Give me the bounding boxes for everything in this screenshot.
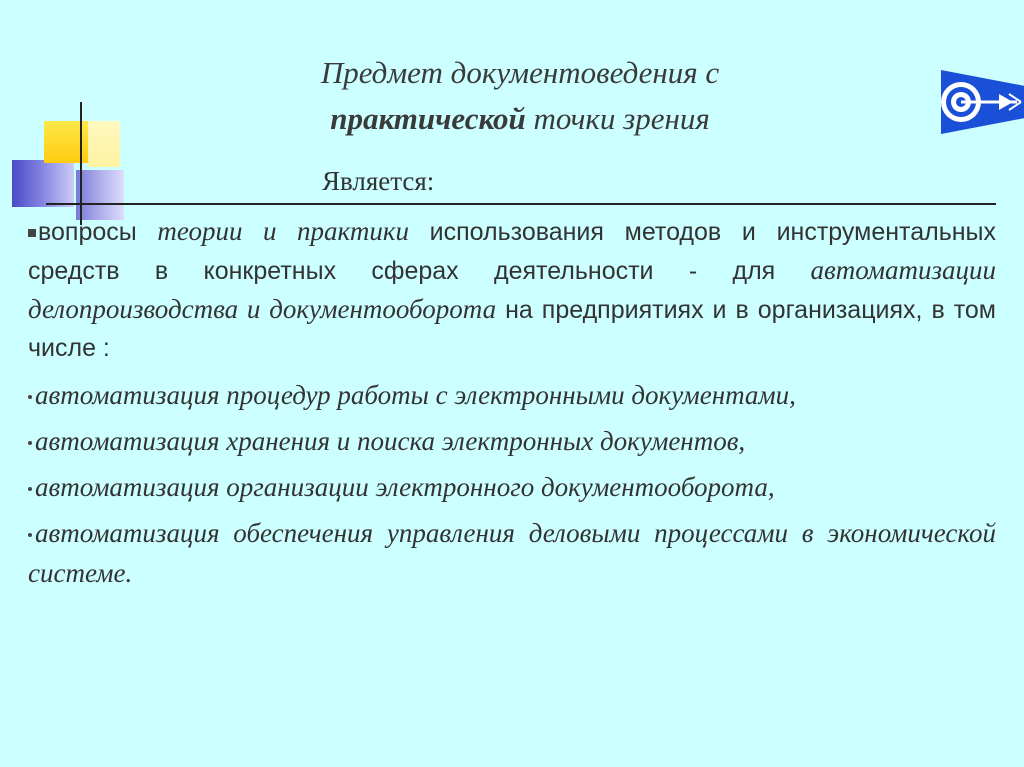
dot-bullet-icon	[28, 441, 32, 445]
decorative-square-light-yellow	[88, 121, 120, 167]
title-rest: точки зрения	[525, 101, 710, 136]
slide-title	[160, 50, 880, 142]
title-divider-line	[142, 203, 996, 205]
list-item	[28, 467, 996, 507]
list-item-text: автоматизация процедур работы с электронными документами	[35, 380, 790, 410]
decorative-square-purple	[12, 160, 74, 207]
para-text-2: использования методов и инструментальных средств в конкретных сферах деятельности - для	[28, 218, 996, 285]
list-item	[28, 421, 996, 461]
title-line-2	[160, 96, 880, 142]
dot-bullet-icon	[28, 487, 32, 491]
decorative-horizontal-line-left	[46, 203, 142, 205]
dot-bullet-icon	[28, 395, 32, 399]
para-italic-1: теории и практики	[157, 216, 409, 246]
list-item-text: автоматизация организации электронного документооборота,	[35, 472, 775, 502]
square-bullet-icon	[28, 229, 36, 237]
title-line-1: Предмет документоведения с	[320, 55, 720, 90]
para-text-1: вопросы	[38, 218, 158, 246]
target-arrow-icon	[937, 70, 1024, 134]
main-paragraph	[28, 212, 996, 367]
decorative-square-yellow	[44, 121, 89, 163]
list-item	[28, 513, 996, 593]
dot-bullet-icon	[28, 533, 32, 537]
decorative-vertical-line	[80, 102, 82, 225]
list-item-text: автоматизация хранения и поиска электронных документов,	[35, 426, 746, 456]
para-italic-2: автоматизации делопроизводства и документооборота	[28, 255, 996, 324]
para-text-3: на предприятиях и в организациях, в том числе :	[28, 296, 996, 362]
slide-body	[28, 212, 996, 599]
list-item-tail: ,	[789, 380, 796, 410]
list-item	[28, 375, 996, 415]
title-bold-word: практической	[330, 101, 526, 136]
list-item-text: автоматизация обеспечения управления деловыми процессами в экономической системе.	[28, 518, 996, 588]
subheading: Является:	[322, 166, 435, 196]
